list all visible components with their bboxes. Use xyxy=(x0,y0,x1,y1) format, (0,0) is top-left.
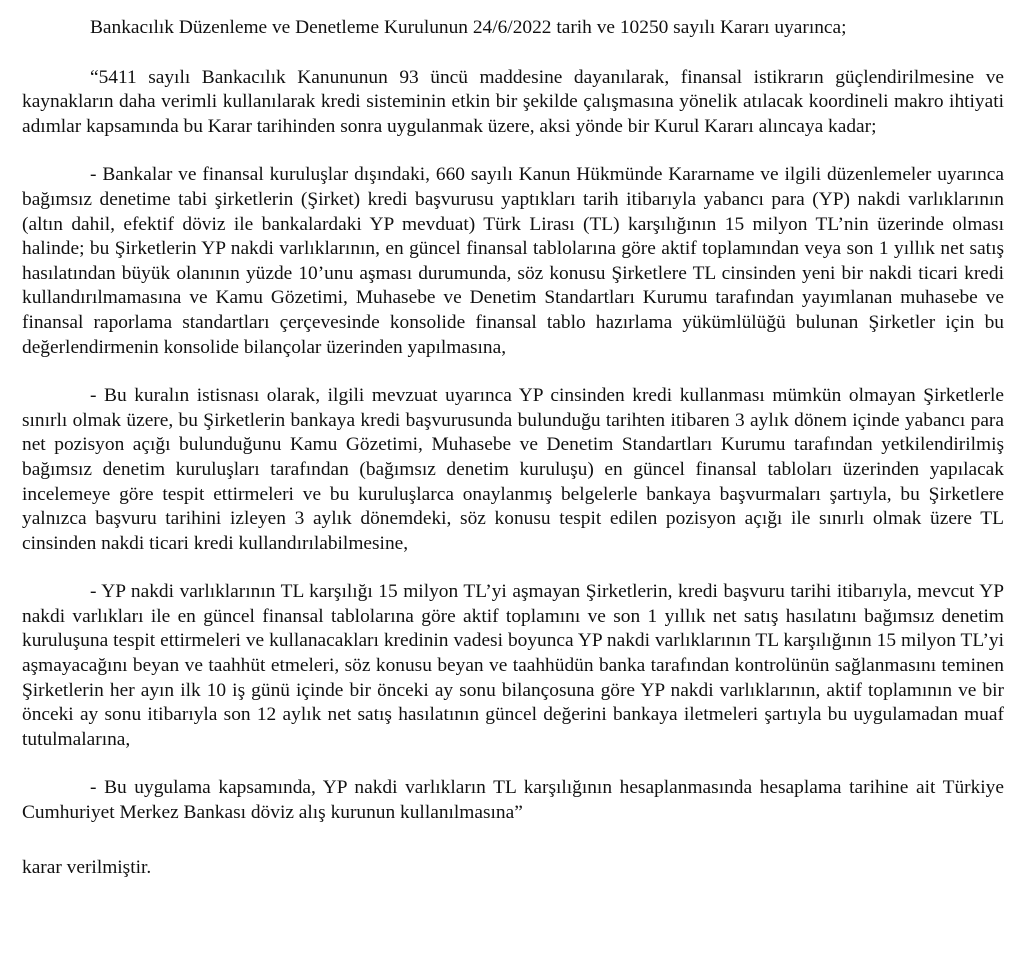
bullet-paragraph-1: - Bankalar ve finansal kuruluşlar dışındaki, 660 sayılı Kanun Hükmünde Kararname ve ilgili düzenlemeler uyarınca bağımsız denetime tabi şirketlerin (Şirket) kredi başvurusu yaptıkları tarih itibarıyla yabancı para (YP) nakdi varlıklarının (altın dahil, efektif döviz ile bankalardaki YP mevduat) Türk Lirası (TL) karşılığının 15 milyon TL’nin üzerinde olması halinde; bu Şirketlerin YP nakdi varlıklarının, en güncel finansal tablolarına göre aktif toplamından veya son 1 yıllık net satış hasılatından büyük olanının yüzde 10’unu aşması durumunda, söz konusu Şirketlere TL cinsinden yeni bir nakdi ticari kredi kullandırılmamasına ve Kamu Gözetimi, Muhasebe ve Denetim Standartları Kurumu tarafından yayımlanan muhasebe ve finansal raporlama standartları çerçevesinde konsolide finansal tablo hazırlama yükümlülüğü bulunan Şirketler için bu değerlendirmenin konsolide bilançolar üzerinden yapılmasına, xyxy=(22,164,1004,358)
quote-paragraph: “5411 sayılı Bankacılık Kanununun 93 üncü maddesine dayanılarak, finansal istikrarın güçlendirilmesine ve kaynakların daha verimli kullanılarak kredi sisteminin etkin bir şekilde çalışmasına yönelik atılacak koordineli makro ihtiyati adımlar kapsamında bu Karar tarihinden sonra uygulanmak üzere, aksi yönde bir Kurul Kararı alıncaya kadar; xyxy=(22,66,1004,137)
closing-line: karar verilmiştir. xyxy=(22,856,152,878)
bullet-paragraph-3: - YP nakdi varlıklarının TL karşılığı 15 milyon TL’yi aşmayan Şirketlerin, kredi başvuru tarihi itibarıyla, mevcut YP nakdi varlıkları ile en güncel finansal tablolarına göre aktif toplamını ve son 1 yıllık net satış hasılatını bağımsız denetim kuruluşuna tespit ettirmeleri ve kullanacakları kredinin vadesi boyunca YP nakdi varlıklarının TL karşılığının 15 milyon TL’yi aşmayacağını beyan ve taahhüt etmeleri, söz konusu beyan ve taahhüdün banka tarafından kontrolünün sağlanmasını teminen Şirketlerin her ayın ilk 10 iş günü içinde bir önceki ay sonu bilançosuna göre YP nakdi varlıklarının, aktif toplamının ve bir önceki ay sonu itibarıyla son 12 aylık net satış hasılatının güncel değerini bankaya iletmeleri şartıyla bu uygulamadan muaf tutulmalarına, xyxy=(22,581,1004,750)
document-body xyxy=(22,16,1004,880)
bullet-paragraph-4: - Bu uygulama kapsamında, YP nakdi varlıkların TL karşılığının hesaplanmasında hesaplama tarihine ait Türkiye Cumhuriyet Merkez Bankası döviz alış kurunun kullanılmasına” xyxy=(22,777,1004,824)
intro-paragraph: Bankacılık Düzenleme ve Denetleme Kurulunun 24/6/2022 tarih ve 10250 sayılı Kararı uyarınca; xyxy=(90,17,847,38)
bullet-paragraph-2: - Bu kuralın istisnası olarak, ilgili mevzuat uyarınca YP cinsinden kredi kullanması mümkün olmayan Şirketlerle sınırlı olmak üzere, bu Şirketlerin bankaya kredi başvurusunda bulunduğu tarihten itibaren 3 aylık dönem içinde yabancı para net pozisyon açığı bulunduğunu Kamu Gözetimi, Muhasebe ve Denetim Standartları Kurumu tarafından yetkilendirilmiş bağımsız denetim kuruluşları tarafından (bağımsız denetim kuruluşu) en güncel finansal tabloları üzerinden yapılacak incelemeye göre tespit ettirmeleri ve bu kuruluşlarca onaylanmış belgelerle bankaya başvurmaları şartıyla, bu Şirketlere yalnızca başvuru tarihini izleyen 3 aylık dönemdeki, söz konusu tespit edilen pozisyon açığı ile sınırlı olmak üzere TL cinsinden nakdi ticari kredi kullandırılabilmesine, xyxy=(22,385,1004,554)
